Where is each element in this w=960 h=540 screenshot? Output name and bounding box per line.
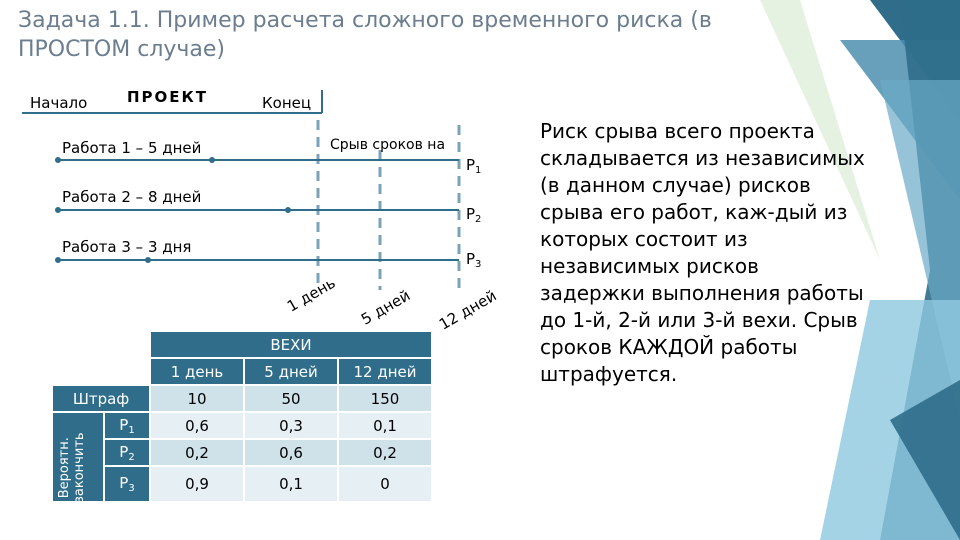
- row-label: $P_3$: [105, 467, 149, 501]
- probability-side-label: Вероятн. закончить: [53, 413, 103, 501]
- project-label: ПРОЕКТ: [127, 88, 209, 106]
- table-row: [53, 440, 431, 465]
- row-label: $P_2$: [105, 440, 149, 465]
- probability-value: 0,3: [245, 413, 337, 438]
- p3-label: $P_3$: [466, 250, 482, 270]
- delay-label: Срыв сроков на: [330, 137, 446, 153]
- work-1-label: Работа 1 – 5 дней: [62, 139, 202, 157]
- table-row: [53, 467, 431, 501]
- probability-value: 0,6: [245, 440, 337, 465]
- explanation-text: Риск срыва всего проекта складывается из независимых (в данном случае) рисков срыва его работ, каж-дый из которых состоит из независимых рисков задержки выполнения работы до 1-й, 2-й или 3-й вехи. Срыв сроков КАЖДОЙ работы штрафуется.: [540, 119, 865, 386]
- probability-value: 0,1: [339, 413, 431, 438]
- penalty-label: Штраф: [53, 386, 149, 411]
- milestone-3-label: 12 дней: [436, 286, 500, 334]
- slide-title: Задача 1.1. Пример расчета сложного временного риска (в ПРОСТОМ случае): [18, 8, 712, 62]
- project-diagram: [0, 0, 520, 330]
- col-2-header: 5 дней: [245, 359, 337, 384]
- probability-value: 0,1: [245, 467, 337, 501]
- penalty-value: 150: [339, 386, 431, 411]
- milestone-2-label: 5 дней: [358, 286, 414, 329]
- work-2-label: Работа 2 – 8 дней: [62, 188, 202, 206]
- milestones-header: ВЕХИ: [151, 332, 431, 357]
- start-label: Начало: [30, 94, 88, 112]
- end-label: Конец: [262, 94, 312, 112]
- p2-label: $P_2$: [466, 205, 482, 225]
- p1-label: $P_1$: [466, 156, 482, 176]
- col-3-header: 12 дней: [339, 359, 431, 384]
- table-row: [53, 413, 431, 438]
- risk-table: [51, 330, 433, 503]
- probability-value: 0: [339, 467, 431, 501]
- row-label: $P_1$: [105, 413, 149, 438]
- milestone-1-label: 1 день: [284, 273, 339, 316]
- probability-value: 0,9: [151, 467, 243, 501]
- penalty-value: 50: [245, 386, 337, 411]
- probability-value: 0,2: [339, 440, 431, 465]
- probability-value: 0,2: [151, 440, 243, 465]
- col-1-header: 1 день: [151, 359, 243, 384]
- penalty-value: 10: [151, 386, 243, 411]
- probability-value: 0,6: [151, 413, 243, 438]
- work-3-label: Работа 3 – 3 дня: [62, 238, 192, 256]
